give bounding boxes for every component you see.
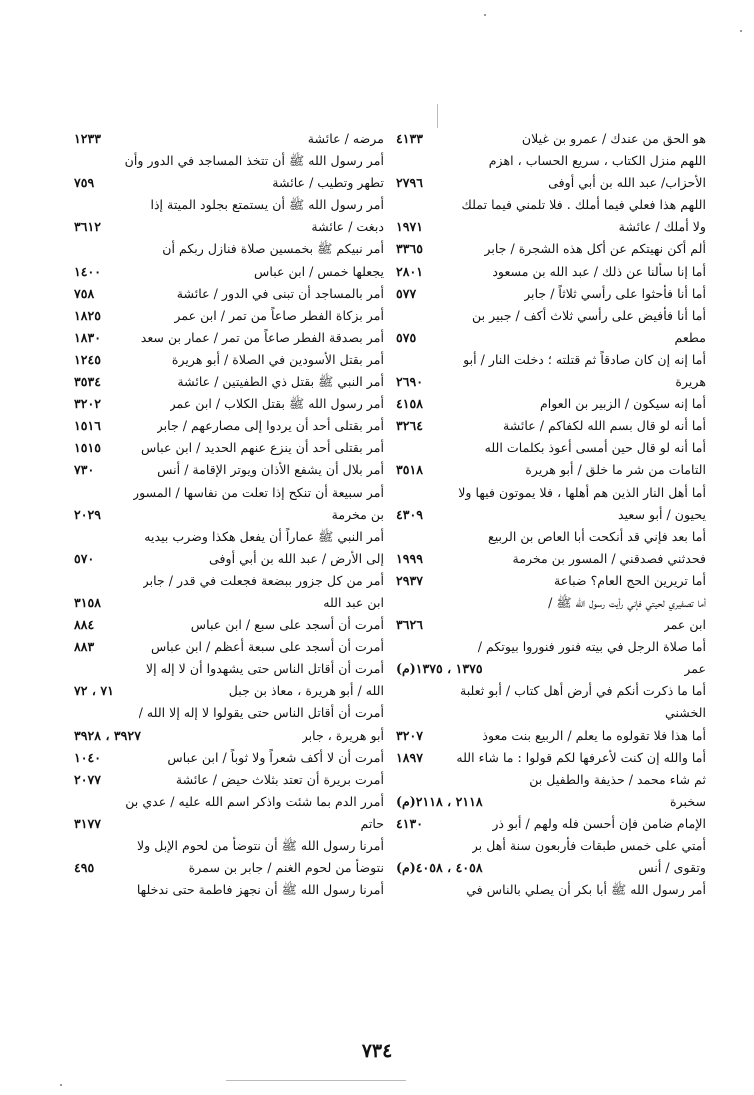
index-entry-row bbox=[396, 526, 706, 548]
index-entry-number: ٥٧٥ bbox=[396, 329, 417, 345]
index-entry-number: ٣٦٢٦ bbox=[396, 617, 424, 633]
index-entry-text: هريرة bbox=[675, 374, 706, 390]
index-entry-text: أما صلاة الرجل في بيته فنور فنوروا بيوتكم / bbox=[477, 639, 706, 655]
index-entry-row bbox=[74, 371, 384, 393]
index-entry-row bbox=[396, 570, 706, 592]
index-entry-row bbox=[396, 791, 706, 813]
index-entry-text: مرضه / عائشة bbox=[307, 131, 384, 146]
index-entry-row bbox=[396, 150, 706, 172]
index-entry-number: ٥٧٧ bbox=[396, 285, 417, 301]
index-column-right bbox=[396, 128, 706, 901]
index-entry-text: الإمام ضامن فإن أحسن فله ولهم / أبو ذر bbox=[492, 815, 706, 831]
index-entry-number: ٢٨٠١ bbox=[396, 263, 424, 279]
index-entry-number: ٢٠٧٧ bbox=[74, 771, 102, 787]
index-entry-row bbox=[74, 636, 384, 658]
index-entry-text: أما أنا فأحثوا على رأسي ثلاثاً / جابر bbox=[524, 285, 706, 301]
index-entry-text: أما أهل النار الذين هم أهلها ، فلا يموتون فيها ولا bbox=[458, 484, 706, 500]
index-entry-row bbox=[396, 327, 706, 349]
index-entry-number: ٧١ ، ٧٢ bbox=[74, 683, 114, 699]
index-entry-row bbox=[74, 747, 384, 769]
index-entry-number: ٣٥١٨ bbox=[396, 462, 424, 478]
index-entry-text: الخشني bbox=[665, 705, 706, 721]
index-entry-text: أمر بلال أن يشفع الأذان ويوتر الإقامة / أنس bbox=[157, 462, 384, 478]
index-entry-row bbox=[396, 835, 706, 857]
index-entry-row bbox=[396, 194, 706, 216]
index-entry-text: أمر بقتلى أحد أن يردوا إلى مصارعهم / جابر bbox=[156, 418, 384, 434]
index-entry-number: ١٤٠٠ bbox=[74, 263, 102, 279]
index-entry-number: ٣٦١٢ bbox=[74, 219, 102, 235]
index-entry-text: عمر bbox=[684, 661, 706, 677]
index-entry-row bbox=[74, 194, 384, 216]
index-entry-text: التامات من شر ما خلق / أبو هريرة bbox=[525, 462, 706, 478]
index-entry-row bbox=[396, 459, 706, 481]
index-entry-number: ١٠٤٠ bbox=[74, 749, 102, 765]
index-entry-text: اللهم هذا فعلي فيما أملك . فلا تلمني فيما تملك bbox=[461, 197, 706, 213]
index-entry-row bbox=[74, 150, 384, 172]
index-entry-text: حاتم bbox=[360, 815, 384, 831]
scan-artifact-line bbox=[226, 1080, 406, 1081]
index-entry-row bbox=[396, 592, 706, 614]
index-entry-row bbox=[74, 614, 384, 636]
index-entry-text: أمرت أن أسجد على سبع / ابن عباس bbox=[190, 617, 384, 633]
index-entry-row bbox=[396, 128, 706, 150]
index-entry-row bbox=[74, 238, 384, 260]
index-entry-text: الله / أبو هريرة ، معاذ بن جبل bbox=[228, 683, 384, 699]
index-entry-text: أما إنه سيكون / الزبير بن العوام bbox=[539, 396, 706, 412]
index-entry-row bbox=[74, 769, 384, 791]
index-entry-row bbox=[74, 658, 384, 680]
index-entry-text: أمر رسول الله ﷺ بقتل الكلاب / ابن عمر bbox=[169, 396, 384, 412]
index-entry-row bbox=[74, 415, 384, 437]
index-entry-row bbox=[396, 305, 706, 327]
index-entry-text: أمر بقتل الأسودين في الصلاة / أبو هريرة bbox=[171, 351, 384, 367]
index-entry-text: أما أنه لو قال حين أمسى أعوذ بكلمات الله bbox=[484, 440, 706, 456]
index-entry-text: ابن عمر bbox=[663, 617, 706, 633]
index-entry-row bbox=[396, 415, 706, 437]
index-entry-number: ٤١٣٣ bbox=[396, 131, 424, 146]
index-entry-text: أمر بزكاة الفطر صاعاً من تمر / ابن عمر bbox=[174, 307, 384, 323]
index-entry-row bbox=[396, 216, 706, 238]
index-entry-text: تطهر وتطيب / عائشة bbox=[272, 175, 384, 191]
index-entry-text: أمرت أن أقاتل الناس حتى يقولوا لا إله إلا الله / bbox=[138, 705, 384, 721]
index-entry-text: مطعم bbox=[674, 329, 706, 345]
index-entry-number: ٣٥٣٤ bbox=[74, 374, 102, 390]
index-entry-text: يحيون / أبو سعيد bbox=[618, 506, 706, 522]
index-entry-text: أما هذا فلا تقولوه ما يعلم / الربيع بنت معوذ bbox=[482, 727, 706, 743]
index-entry-number: ٧٣٠ bbox=[74, 462, 95, 478]
index-entry-text: أمر بالمساجد أن تبنى في الدور / عائشة bbox=[176, 285, 384, 301]
index-entry-text: أمر من كل جزور ببضعة فجعلت في قدر / جابر bbox=[142, 572, 384, 588]
index-entry-row bbox=[396, 702, 706, 724]
index-entry-text: أمرت أن لا أكف شعراً ولا ثوباً / ابن عباس bbox=[167, 749, 384, 765]
scan-speck bbox=[740, 30, 742, 32]
scan-speck bbox=[484, 14, 486, 16]
index-entry-number: ٣٢٠٧ bbox=[396, 727, 424, 743]
index-entry-row bbox=[74, 791, 384, 813]
index-entry-row bbox=[74, 835, 384, 857]
index-entry-text: يجعلها خمس / ابن عباس bbox=[253, 263, 384, 279]
index-entry-number: ٧٥٩ bbox=[74, 175, 95, 191]
index-entry-row bbox=[74, 128, 384, 150]
index-entry-text: أما أنه لو قال بسم الله لكفاكم / عائشة bbox=[502, 418, 706, 434]
index-entry-text: أمتي على خمس طبقات فأربعون سنة أهل بر bbox=[471, 838, 706, 853]
index-entry-text: ألم أكن نهيتكم عن أكل هذه الشجرة / جابر bbox=[484, 241, 706, 257]
index-entry-row bbox=[74, 482, 384, 504]
index-entry-number: ٢٩٣٧ bbox=[396, 572, 424, 588]
index-entry-text: أمر النبي ﷺ بقتل ذي الطفيتين / عائشة bbox=[177, 374, 384, 390]
index-entry-text: ابن عبد الله bbox=[323, 594, 384, 610]
index-entry-number: ١٢٤٥ bbox=[74, 351, 102, 367]
index-entry-number: ٤٠٥٨ ، ٤٠٥٨(م) bbox=[396, 860, 483, 876]
index-entry-text: الأحزاب/ عبد الله بن أبي أوفى bbox=[548, 175, 706, 191]
index-entry-number: ١٥١٦ bbox=[74, 418, 102, 434]
index-entry-number: ٧٥٨ bbox=[74, 285, 95, 301]
index-entry-text: أمرنا رسول الله ﷺ أن نجهز فاطمة حتى ندخلها bbox=[136, 882, 384, 898]
index-entry-text: أبو هريرة ، جابر bbox=[301, 727, 384, 743]
index-entry-text: أما بعد فإني قد أنكحت أبا العاص بن الربيع bbox=[488, 528, 706, 544]
index-entry-text: أما أنا فأفيض على رأسي ثلاث أكف / جبير بن bbox=[472, 307, 706, 323]
index-entry-text: فحدثني فصدقني / المسور بن مخرمة bbox=[512, 550, 706, 566]
index-entry-number: ٣١٥٨ bbox=[74, 594, 102, 610]
index-entry-number: ١٢٣٣ bbox=[74, 131, 102, 146]
index-entry-number: ٤١٥٨ bbox=[396, 396, 424, 412]
index-entry-row bbox=[74, 592, 384, 614]
index-entry-row bbox=[74, 393, 384, 415]
index-entry-text: اللهم منزل الكتاب ، سريع الحساب ، اهزم bbox=[488, 153, 706, 169]
index-entry-text: نتوضأ من لحوم الغنم / جابر بن سمرة bbox=[188, 860, 384, 876]
index-entry-text: أما إنا سألنا عن ذلك / عبد الله بن مسعود bbox=[492, 263, 706, 279]
index-entry-text: أمرنا رسول الله ﷺ أن نتوضأ من لحوم الإبل ولا bbox=[136, 838, 384, 853]
index-entry-row bbox=[396, 879, 706, 901]
index-entry-row bbox=[396, 261, 706, 283]
index-entry-text: أمر رسول الله ﷺ أن يستمتع بجلود الميتة إذا bbox=[150, 197, 384, 213]
index-entry-row bbox=[74, 702, 384, 724]
index-entry-row bbox=[396, 725, 706, 747]
index-entry-row bbox=[74, 216, 384, 238]
index-entry-text: أمرت أن أقاتل الناس حتى يشهدوا أن لا إله إلا bbox=[145, 661, 384, 677]
index-entry-number: ٣٢٦٤ bbox=[396, 418, 424, 434]
index-entry-text: أما تريرين الحج العام؟ ضباعة bbox=[553, 572, 706, 588]
index-entry-row bbox=[74, 504, 384, 526]
index-entry-row bbox=[396, 437, 706, 459]
index-entry-row bbox=[74, 857, 384, 879]
index-entry-text: أمر سبيعة أن تنكح إذا تعلت من نفاسها / المسور bbox=[133, 484, 384, 500]
index-entry-row bbox=[74, 172, 384, 194]
index-entry-row bbox=[396, 238, 706, 260]
index-entry-row bbox=[396, 658, 706, 680]
index-entry-row bbox=[396, 747, 706, 769]
index-entry-text: إلى الأرض / عبد الله بن أبي أوفى bbox=[209, 550, 384, 566]
index-entry-number: ٣١٧٧ bbox=[74, 815, 102, 831]
index-entry-text: ثم شاء محمد / حذيفة والطفيل بن bbox=[529, 771, 706, 787]
index-entry-text: أمر رسول الله ﷺ أن تتخذ المساجد في الدور وأن bbox=[124, 153, 384, 169]
index-entry-row bbox=[396, 769, 706, 791]
index-entry-row bbox=[396, 172, 706, 194]
index-entry-text: وتقوى / أنس bbox=[638, 860, 706, 876]
index-entry-row bbox=[396, 482, 706, 504]
index-entry-number: ١٩٧١ bbox=[396, 219, 424, 235]
index-entry-number: ٤٣٠٩ bbox=[396, 506, 424, 522]
index-entry-number: ١٨٢٥ bbox=[74, 307, 102, 323]
index-entry-text: أمر رسول الله ﷺ أبا بكر أن يصلي بالناس في bbox=[466, 882, 706, 898]
index-entry-row bbox=[74, 526, 384, 548]
index-entry-row bbox=[396, 548, 706, 570]
index-entry-text: دبغت / عائشة bbox=[311, 219, 384, 235]
index-entry-row bbox=[74, 283, 384, 305]
index-entry-text: أما ما ذكرت أنكم في أرض أهل كتاب / أبو ثعلبة bbox=[460, 683, 706, 699]
index-entry-row bbox=[74, 725, 384, 747]
index-entry-row bbox=[396, 504, 706, 526]
index-entry-number: ٥٧٠ bbox=[74, 550, 95, 566]
index-entry-row bbox=[396, 349, 706, 371]
index-entry-row bbox=[74, 437, 384, 459]
index-entry-text: أمرت بريرة أن تعتد بثلاث حيض / عائشة bbox=[175, 771, 384, 787]
index-entry-row bbox=[74, 570, 384, 592]
index-entry-text: أمر بصدقة الفطر صاعاً من تمر / عمار بن سعد bbox=[140, 329, 384, 345]
index-entry-text: أمر نبيكم ﷺ بخمسين صلاة فنازل ربكم أن bbox=[162, 241, 384, 257]
index-entry-row bbox=[396, 393, 706, 415]
index-entry-number: ٤٩٥ bbox=[74, 860, 95, 876]
index-entry-text: ولا أملك / عائشة bbox=[618, 219, 706, 235]
index-entry-number: ١٩٩٩ bbox=[396, 550, 424, 566]
index-entry-row bbox=[396, 813, 706, 835]
index-entry-number: ١٣٧٥ ، ١٣٧٥(م) bbox=[396, 661, 483, 677]
index-entry-number: ١٥١٥ bbox=[74, 440, 102, 456]
index-entry-row bbox=[396, 857, 706, 879]
index-entry-text: سخبرة bbox=[669, 793, 706, 809]
index-entry-row bbox=[74, 327, 384, 349]
index-entry-number: ١٨٣٠ bbox=[74, 329, 102, 345]
index-entry-text: بن مخرمة bbox=[331, 506, 384, 522]
index-entry-number: ٢٧٩٦ bbox=[396, 175, 424, 191]
index-entry-row bbox=[74, 349, 384, 371]
index-entry-row bbox=[396, 680, 706, 702]
index-entry-text: أما إنه إن كان صادقاً ثم قتلته ؛ دخلت النار / أبو bbox=[463, 351, 706, 367]
index-entry-row bbox=[74, 548, 384, 570]
index-entry-row bbox=[396, 614, 706, 636]
index-entry-row bbox=[74, 813, 384, 835]
index-entry-row bbox=[396, 283, 706, 305]
index-entry-row bbox=[74, 305, 384, 327]
index-entry-number: ٨٨٣ bbox=[74, 639, 95, 655]
scan-speck bbox=[60, 1084, 62, 1086]
index-entry-text: أمر النبي ﷺ عماراً أن يفعل هكذا وضرب بيديه bbox=[144, 528, 384, 544]
index-entry-number: ٨٨٤ bbox=[74, 617, 95, 633]
index-entry-text: أمرت أن أسجد على سبعة أعظم / ابن عباس bbox=[150, 639, 384, 655]
index-entry-number: ٣٢٠٢ bbox=[74, 396, 102, 412]
index-entry-number: ٢١١٨ ، ٢١١٨(م) bbox=[396, 793, 483, 809]
index-column-left bbox=[74, 128, 384, 901]
index-entry-text: أما والله إن كنت لأعرفها لكم قولوا : ما شاء الله bbox=[456, 749, 706, 765]
index-entry-number: ٣٣٦٥ bbox=[396, 241, 424, 257]
index-entry-row bbox=[74, 261, 384, 283]
index-entry-text: أما تصفيري لحيتي فإني رأيت رسول الله ﷺ / bbox=[548, 594, 706, 610]
index-entry-row bbox=[396, 371, 706, 393]
index-entry-row bbox=[396, 636, 706, 658]
index-entry-number: ٤١٣٠ bbox=[396, 815, 424, 831]
index-entry-text: أمر بقتلى أحد أن ينزع عنهم الحديد / ابن عباس bbox=[140, 440, 384, 456]
index-entry-text: هو الحق من عندك / عمرو بن غيلان bbox=[521, 131, 706, 146]
index-entry-number: ٢٠٢٩ bbox=[74, 506, 102, 522]
index-entry-text: أمرر الدم بما شئت واذكر اسم الله عليه / عدي بن bbox=[125, 793, 384, 809]
index-entry-number: ١٨٩٧ bbox=[396, 749, 424, 765]
index-entry-row bbox=[74, 459, 384, 481]
index-entry-number: ٢٦٩٠ bbox=[396, 374, 424, 390]
index-entry-row bbox=[74, 879, 384, 901]
index-entry-row bbox=[74, 680, 384, 702]
index-entry-number: ٣٩٢٧ ، ٣٩٢٨ bbox=[74, 727, 141, 743]
scan-artifact-line bbox=[437, 104, 438, 128]
page-number: ٧٣٤ bbox=[361, 1040, 393, 1062]
